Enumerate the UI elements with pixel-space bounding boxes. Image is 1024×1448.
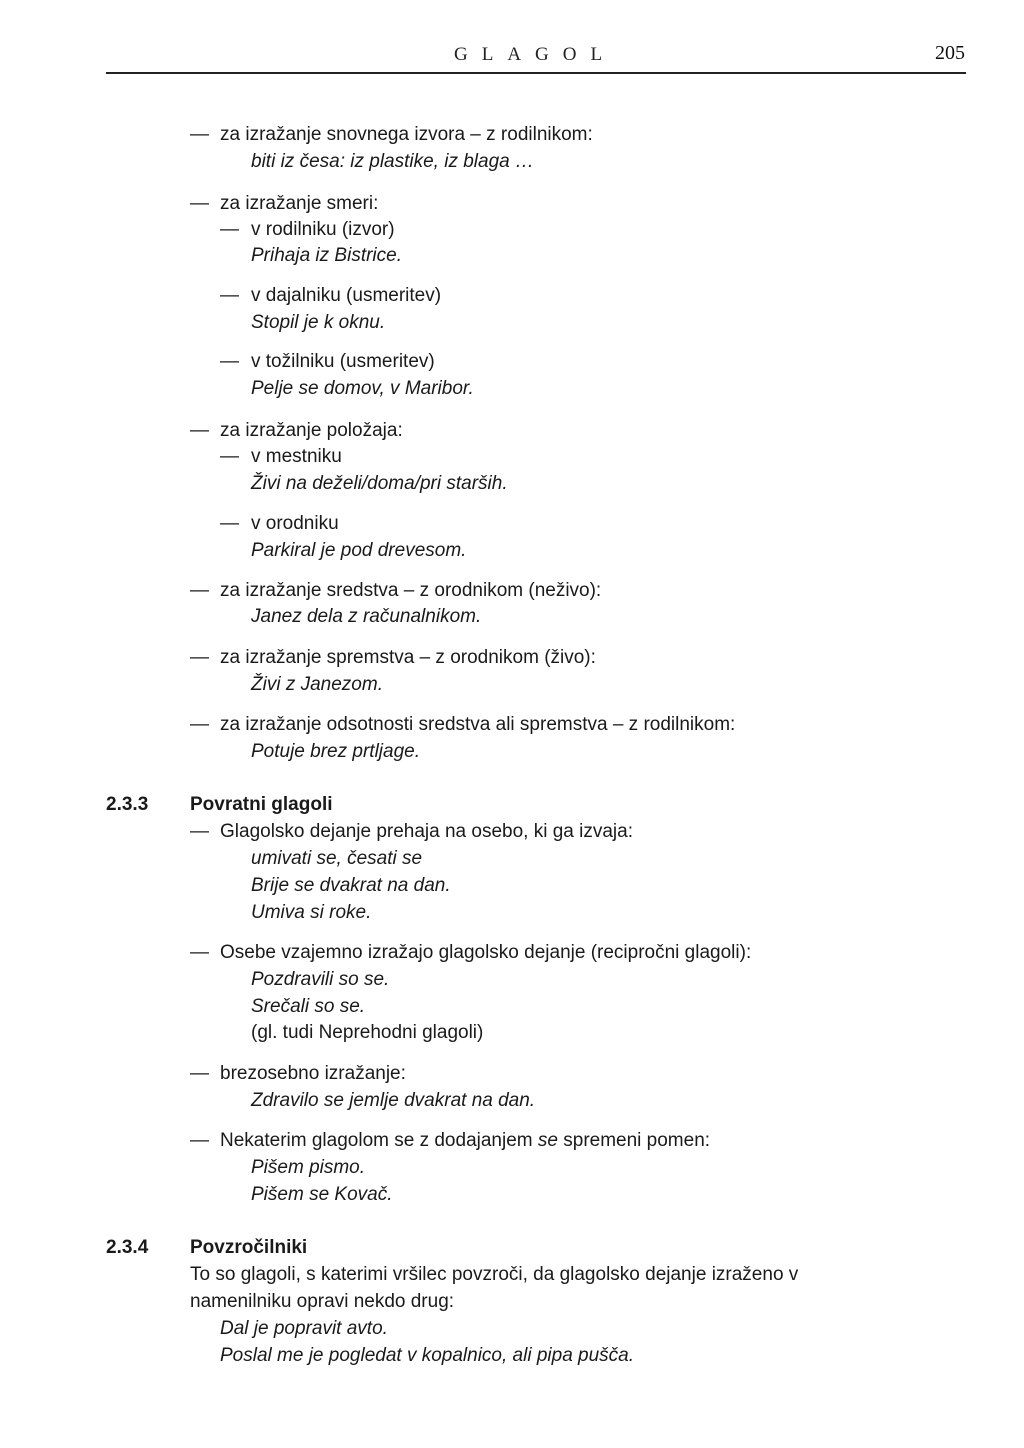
example-text: Umiva si roke. <box>251 902 372 923</box>
example-text: umivati se, česati se <box>251 848 423 869</box>
section-number: 2.3.3 <box>106 794 149 815</box>
sub-list-item: v rodilniku (izvor) <box>251 219 395 240</box>
list-item: Glagolsko dejanje prehaja na osebo, ki ga izvaja: <box>220 821 633 842</box>
example-text: Parkiral je pod drevesom. <box>251 540 467 561</box>
sub-list-item: v mestniku <box>251 446 342 467</box>
example-text: Pozdravili so se. <box>251 969 390 990</box>
list-item <box>220 1131 710 1150</box>
example-text: Zdravilo se jemlje dvakrat na dan. <box>251 1090 536 1111</box>
list-dash: — <box>190 1063 209 1084</box>
list-dash: — <box>190 647 209 668</box>
example-text: Janez dela z računalnikom. <box>251 606 482 627</box>
list-dash: — <box>190 821 209 842</box>
example-text: Srečali so se. <box>251 996 366 1017</box>
list-item: Osebe vzajemno izražajo glagolsko dejanje (recipročni glagoli): <box>220 942 752 963</box>
list-dash: — <box>190 193 209 214</box>
example-text: Pišem se Kovač. <box>251 1184 393 1205</box>
list-dash: — <box>220 285 239 306</box>
list-dash: — <box>220 513 239 534</box>
list-item: za izražanje sredstva – z orodnikom (neživo): <box>220 580 602 601</box>
list-dash: — <box>220 351 239 372</box>
running-title: GLAGOL <box>454 44 617 65</box>
sub-list-item: v dajalniku (usmeritev) <box>251 285 442 306</box>
list-item: brezosebno izražanje: <box>220 1063 406 1084</box>
list-dash: — <box>220 446 239 467</box>
example-text: biti iz česa: iz plastike, iz blaga … <box>251 151 535 172</box>
list-item-text: Nekaterim glagolom se z dodajanjem <box>220 1130 538 1151</box>
example-text: Potuje brez prtljage. <box>251 741 420 762</box>
list-dash: — <box>190 420 209 441</box>
section-title: Povzročilniki <box>190 1237 308 1258</box>
list-item-text: spremeni pomen: <box>557 1130 711 1151</box>
list-dash: — <box>190 714 209 735</box>
list-dash: — <box>190 1130 209 1151</box>
page-number: 205 <box>935 42 965 64</box>
example-text: Živi z Janezom. <box>251 674 383 695</box>
example-text: Poslal me je pogledat v kopalnico, ali pipa pušča. <box>220 1345 635 1366</box>
list-dash: — <box>190 942 209 963</box>
example-text: Pišem pismo. <box>251 1157 366 1178</box>
sub-list-item: v orodniku <box>251 513 339 534</box>
list-item: za izražanje odsotnosti sredstva ali spremstva – z rodilnikom: <box>220 714 736 735</box>
list-item: za izražanje položaja: <box>220 420 403 441</box>
emphasis-word: se <box>537 1130 558 1151</box>
list-dash: — <box>190 124 209 145</box>
example-text: Prihaja iz Bistrice. <box>251 245 402 266</box>
list-item: za izražanje spremstva – z orodnikom (živo): <box>220 647 596 668</box>
example-text: Stopil je k oknu. <box>251 312 386 333</box>
cross-reference: (gl. tudi Neprehodni glagoli) <box>251 1022 484 1043</box>
sub-list-item: v tožilniku (usmeritev) <box>251 351 435 372</box>
example-text: Pelje se domov, v Maribor. <box>251 378 474 399</box>
list-dash: — <box>220 219 239 240</box>
example-text: Brije se dvakrat na dan. <box>251 875 451 896</box>
section-number: 2.3.4 <box>106 1237 149 1258</box>
example-text: Dal je popravit avto. <box>220 1318 388 1339</box>
example-text: Živi na deželi/doma/pri starših. <box>251 473 508 494</box>
list-item: za izražanje snovnega izvora – z rodilnikom: <box>220 124 593 145</box>
paragraph-line: namenilniku opravi nekdo drug: <box>190 1291 455 1312</box>
list-dash: — <box>190 580 209 601</box>
header-divider <box>106 72 966 74</box>
paragraph-line: To so glagoli, s katerimi vršilec povzroči, da glagolsko dejanje izraženo v <box>190 1264 799 1285</box>
list-item: za izražanje smeri: <box>220 193 379 214</box>
section-title: Povratni glagoli <box>190 794 333 815</box>
